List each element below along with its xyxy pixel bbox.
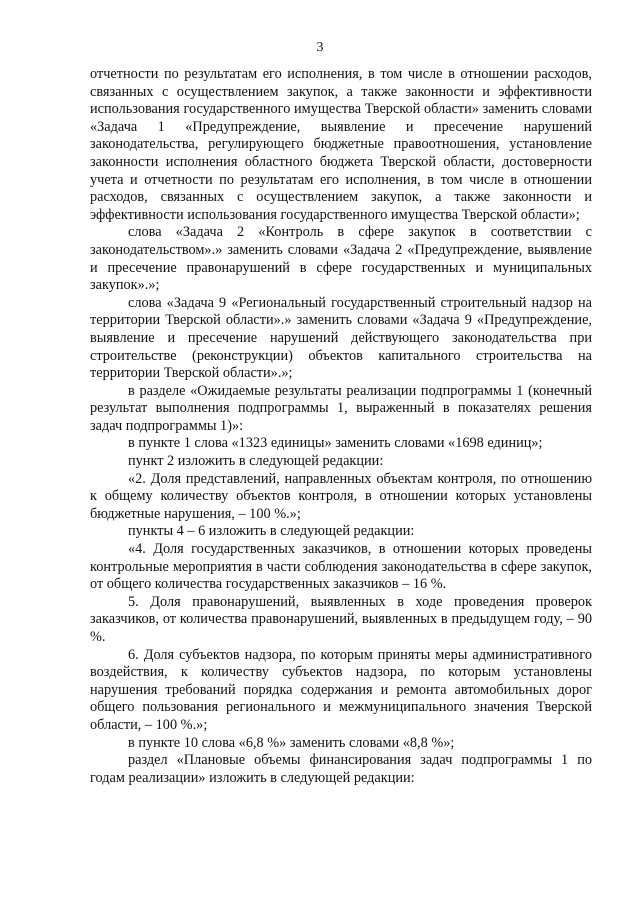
document-body	[90, 66, 592, 787]
paragraph: слова «Задача 9 «Региональный государственный строительный надзор на территории Тверской области».» заменить словами «Задача 9 «Предупреждение, выявление и пресечение нарушений действующего законодательства при строительстве (реконструкции) объектов капитального строительства на территории Тверской области».»;	[90, 294, 592, 382]
paragraph: раздел «Плановые объемы финансирования задач подпрограммы 1 по годам реализации» изложить в следующей редакции:	[90, 752, 592, 786]
paragraph: пункт 2 изложить в следующей редакции:	[128, 453, 384, 470]
paragraph: слова «Задача 2 «Контроль в сфере закупок в соответствии с законодательством».» заменить словами «Задача 2 «Предупреждение, выявление и пресечение правонарушений в сфере государственных и муниципальных закупок».»;	[90, 224, 592, 294]
paragraph: 5. Доля правонарушений, выявленных в ходе проведения проверок заказчиков, от количества правонарушений, выявленных в предыдущем году, – 90 %.	[90, 593, 592, 645]
paragraph: пункты 4 – 6 изложить в следующей редакции:	[128, 523, 415, 540]
page-number: 3	[316, 40, 324, 55]
paragraph: в разделе «Ожидаемые результаты реализации подпрограммы 1 (конечный результат выполнения подпрограммы 1, выраженный в показателях решения задач подпрограммы 1)»:	[90, 382, 592, 434]
paragraph: в пункте 1 слова «1323 единицы» заменить словами «1698 единиц»;	[128, 435, 543, 452]
paragraph: «2. Доля представлений, направленных объектам контроля, по отношению к общему количеству объектов контроля, в отношении которых установлены бюджетные нарушения, – 100 %.»;	[90, 470, 592, 522]
paragraph: 6. Доля субъектов надзора, по которым приняты меры административного воздействия, к количеству субъектов надзора, по которым установлены нарушения требований порядка содержания и ремонта автомобильных дорог общего пользования регионального и межмуниципального значения Тверской области, – 100 %.»;	[90, 646, 592, 733]
paragraph: в пункте 10 слова «6,8 %» заменить словами «8,8 %»;	[128, 734, 455, 751]
paragraph: «4. Доля государственных заказчиков, в отношении которых проведены контрольные мероприятия в части соблюдения законодательства в сфере закупок, от общего количества государственных заказчиков – 16 %.	[90, 541, 592, 593]
paragraph: отчетности по результатам его исполнения, в том числе в отношении расходов, связанных с осуществлением закупок, а также законности и эффективности использования государственного имущества Тверской области» заменить словами «Задача 1 «Предупреждение, выявление и пресечение нарушений законодательства, регулирующего бюджетные правоотношения, установление законности исполнения областного бюджета Тверской области, достоверности учета и отчетности по результатам его исполнения, в том числе в отношении расходов, связанных с осуществлением закупок, а также законности и эффективности использования государственного имущества Тверской области»;	[90, 66, 592, 223]
